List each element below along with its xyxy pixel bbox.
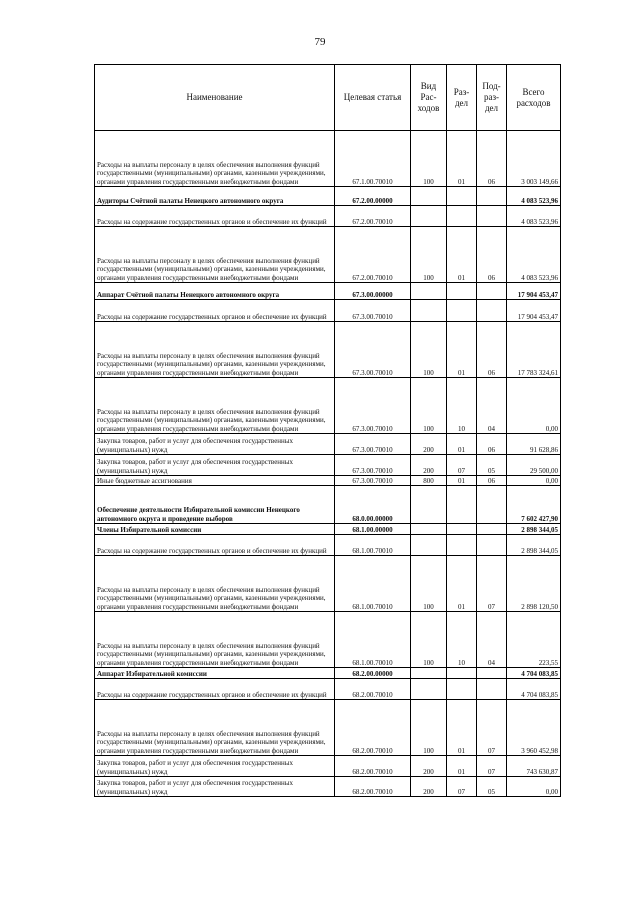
cell-kind — [411, 283, 447, 300]
cell-subsection — [477, 524, 507, 535]
cell-total: 0,00 — [507, 476, 561, 486]
cell-kind: 100 — [411, 556, 447, 612]
cell-total: 17 904 453,47 — [507, 300, 561, 322]
table-header-row — [95, 65, 561, 131]
cell-target: 68.2.00.70010 — [335, 756, 411, 777]
table-row — [95, 612, 561, 668]
cell-kind: 100 — [411, 322, 447, 378]
cell-kind: 100 — [411, 227, 447, 283]
header-total: Всего расходов — [507, 65, 561, 131]
cell-target: 67.2.00.70010 — [335, 206, 411, 227]
cell-subsection: 04 — [477, 612, 507, 668]
cell-kind — [411, 535, 447, 556]
cell-name: Расходы на выплаты персоналу в целях обеспечения выполнения функций государственными (муниципальными) органами, казенными учреждениями, органами управления государственными внебюджетными фондами — [95, 612, 335, 668]
cell-kind: 200 — [411, 777, 447, 797]
cell-subsection — [477, 668, 507, 679]
cell-total: 91 628,86 — [507, 434, 561, 455]
cell-name: Закупка товаров, работ и услуг для обеспечения государственных (муниципальных) нужд — [95, 777, 335, 797]
cell-section — [447, 535, 477, 556]
cell-target: 67.3.00.70010 — [335, 476, 411, 486]
cell-section: 10 — [447, 378, 477, 434]
cell-section: 01 — [447, 322, 477, 378]
cell-target: 67.2.00.70010 — [335, 227, 411, 283]
cell-target: 68.2.00.70010 — [335, 777, 411, 797]
cell-total: 17 904 453,47 — [507, 283, 561, 300]
cell-subsection: 05 — [477, 455, 507, 476]
cell-total: 223,55 — [507, 612, 561, 668]
table-row — [95, 227, 561, 283]
cell-target: 67.3.00.70010 — [335, 322, 411, 378]
table-row — [95, 668, 561, 679]
cell-section — [447, 187, 477, 206]
table-row — [95, 322, 561, 378]
cell-subsection: 04 — [477, 378, 507, 434]
cell-total: 17 783 324,61 — [507, 322, 561, 378]
cell-total: 4 083 523,96 — [507, 187, 561, 206]
cell-subsection — [477, 187, 507, 206]
cell-total: 7 602 427,90 — [507, 486, 561, 524]
cell-name: Расходы на содержание государственных органов и обеспечение их функций — [95, 535, 335, 556]
cell-section — [447, 668, 477, 679]
header-target: Целевая статья — [335, 65, 411, 131]
cell-kind — [411, 679, 447, 700]
cell-name: Расходы на содержание государственных органов и обеспечение их функций — [95, 300, 335, 322]
cell-kind: 100 — [411, 131, 447, 187]
cell-name: Аппарат Счётной палаты Ненецкого автономного округа — [95, 283, 335, 300]
cell-name: Иные бюджетные ассигнования — [95, 476, 335, 486]
cell-subsection — [477, 486, 507, 524]
cell-section: 01 — [447, 556, 477, 612]
cell-target: 68.2.00.00000 — [335, 668, 411, 679]
cell-kind — [411, 206, 447, 227]
cell-subsection: 06 — [477, 322, 507, 378]
cell-target: 67.3.00.00000 — [335, 283, 411, 300]
cell-name: Расходы на выплаты персоналу в целях обеспечения выполнения функций государственными (муниципальными) органами, казенными учреждениями, органами управления государственными внебюджетными фондами — [95, 227, 335, 283]
cell-kind: 100 — [411, 378, 447, 434]
cell-section: 01 — [447, 434, 477, 455]
cell-total: 0,00 — [507, 378, 561, 434]
cell-section — [447, 679, 477, 700]
table-row — [95, 455, 561, 476]
cell-name: Расходы на содержание государственных органов и обеспечение их функций — [95, 679, 335, 700]
cell-total: 2 898 344,05 — [507, 524, 561, 535]
cell-total: 2 898 120,50 — [507, 556, 561, 612]
cell-kind — [411, 668, 447, 679]
table-row — [95, 679, 561, 700]
table-row — [95, 556, 561, 612]
cell-target: 68.2.00.70010 — [335, 679, 411, 700]
cell-target: 67.3.00.70010 — [335, 434, 411, 455]
cell-section — [447, 486, 477, 524]
cell-target: 67.2.00.00000 — [335, 187, 411, 206]
cell-section: 01 — [447, 476, 477, 486]
cell-total: 743 630,87 — [507, 756, 561, 777]
cell-subsection — [477, 679, 507, 700]
table-row — [95, 378, 561, 434]
cell-kind: 800 — [411, 476, 447, 486]
cell-section — [447, 300, 477, 322]
header-subsection: Под- раз- дел — [477, 65, 507, 131]
cell-name: Расходы на выплаты персоналу в целях обеспечения выполнения функций государственными (муниципальными) органами, казенными учреждениями, органами управления государственными внебюджетными фондами — [95, 131, 335, 187]
cell-target: 67.3.00.70010 — [335, 300, 411, 322]
cell-section: 07 — [447, 455, 477, 476]
cell-name: Расходы на выплаты персоналу в целях обеспечения выполнения функций государственными (муниципальными) органами, казенными учреждениями, органами управления государственными внебюджетными фондами — [95, 700, 335, 756]
cell-section — [447, 206, 477, 227]
cell-subsection: 07 — [477, 700, 507, 756]
table-row — [95, 756, 561, 777]
cell-subsection: 06 — [477, 434, 507, 455]
cell-kind: 100 — [411, 700, 447, 756]
cell-target: 68.0.00.00000 — [335, 486, 411, 524]
header-section: Раз- дел — [447, 65, 477, 131]
cell-total: 4 704 083,85 — [507, 668, 561, 679]
cell-kind: 200 — [411, 756, 447, 777]
cell-target: 68.1.00.00000 — [335, 524, 411, 535]
cell-subsection: 05 — [477, 777, 507, 797]
cell-section: 10 — [447, 612, 477, 668]
cell-kind — [411, 187, 447, 206]
table-row — [95, 535, 561, 556]
cell-target: 68.1.00.70010 — [335, 556, 411, 612]
cell-name: Расходы на выплаты персоналу в целях обеспечения выполнения функций государственными (муниципальными) органами, казенными учреждениями, органами управления государственными внебюджетными фондами — [95, 556, 335, 612]
cell-section — [447, 283, 477, 300]
cell-name: Члены Избирательной комиссии — [95, 524, 335, 535]
cell-kind: 100 — [411, 612, 447, 668]
header-name: Наименование — [95, 65, 335, 131]
table-row — [95, 187, 561, 206]
cell-name: Расходы на содержание государственных органов и обеспечение их функций — [95, 206, 335, 227]
table-row — [95, 777, 561, 797]
cell-target: 68.1.00.70010 — [335, 612, 411, 668]
header-kind: Вид Рас- ходов — [411, 65, 447, 131]
cell-section: 01 — [447, 131, 477, 187]
cell-total: 3 003 149,66 — [507, 131, 561, 187]
cell-total: 4 704 083,85 — [507, 679, 561, 700]
cell-section — [447, 524, 477, 535]
table-row — [95, 206, 561, 227]
cell-subsection — [477, 283, 507, 300]
cell-target: 67.3.00.70010 — [335, 455, 411, 476]
cell-section: 01 — [447, 227, 477, 283]
cell-total: 3 960 452,98 — [507, 700, 561, 756]
cell-section: 01 — [447, 756, 477, 777]
cell-kind — [411, 486, 447, 524]
table-row — [95, 700, 561, 756]
cell-name: Закупка товаров, работ и услуг для обеспечения государственных (муниципальных) нужд — [95, 434, 335, 455]
table-row — [95, 434, 561, 455]
cell-kind: 200 — [411, 434, 447, 455]
cell-total: 29 500,00 — [507, 455, 561, 476]
cell-section: 07 — [447, 777, 477, 797]
table-row — [95, 476, 561, 486]
table-row — [95, 283, 561, 300]
cell-kind — [411, 524, 447, 535]
page-number: 79 — [314, 36, 326, 48]
cell-subsection: 07 — [477, 556, 507, 612]
cell-kind: 200 — [411, 455, 447, 476]
cell-name: Обеспечение деятельности Избирательной комиссии Ненецкого автономного округа и проведение выборов — [95, 486, 335, 524]
budget-table — [94, 64, 561, 797]
cell-subsection: 06 — [477, 227, 507, 283]
cell-target: 68.1.00.70010 — [335, 535, 411, 556]
cell-target: 68.2.00.70010 — [335, 700, 411, 756]
table-row — [95, 131, 561, 187]
cell-kind — [411, 300, 447, 322]
cell-name: Аппарат Избирательной комиссии — [95, 668, 335, 679]
cell-name: Закупка товаров, работ и услуг для обеспечения государственных (муниципальных) нужд — [95, 455, 335, 476]
cell-total: 4 083 523,96 — [507, 227, 561, 283]
table-body — [95, 131, 561, 797]
cell-target: 67.3.00.70010 — [335, 378, 411, 434]
cell-name: Аудиторы Счётной палаты Ненецкого автономного округа — [95, 187, 335, 206]
cell-total: 2 898 344,05 — [507, 535, 561, 556]
cell-section: 01 — [447, 700, 477, 756]
cell-target: 67.1.00.70010 — [335, 131, 411, 187]
cell-subsection — [477, 535, 507, 556]
cell-total: 4 083 523,96 — [507, 206, 561, 227]
cell-subsection: 06 — [477, 131, 507, 187]
cell-subsection — [477, 206, 507, 227]
cell-subsection — [477, 300, 507, 322]
table-row — [95, 524, 561, 535]
table-row — [95, 300, 561, 322]
cell-total: 0,00 — [507, 777, 561, 797]
cell-name: Расходы на выплаты персоналу в целях обеспечения выполнения функций государственными (муниципальными) органами, казенными учреждениями, органами управления государственными внебюджетными фондами — [95, 378, 335, 434]
cell-name: Расходы на выплаты персоналу в целях обеспечения выполнения функций государственными (муниципальными) органами, казенными учреждениями, органами управления государственными внебюджетными фондами — [95, 322, 335, 378]
table-row — [95, 486, 561, 524]
cell-subsection: 06 — [477, 476, 507, 486]
cell-subsection: 07 — [477, 756, 507, 777]
cell-name: Закупка товаров, работ и услуг для обеспечения государственных (муниципальных) нужд — [95, 756, 335, 777]
